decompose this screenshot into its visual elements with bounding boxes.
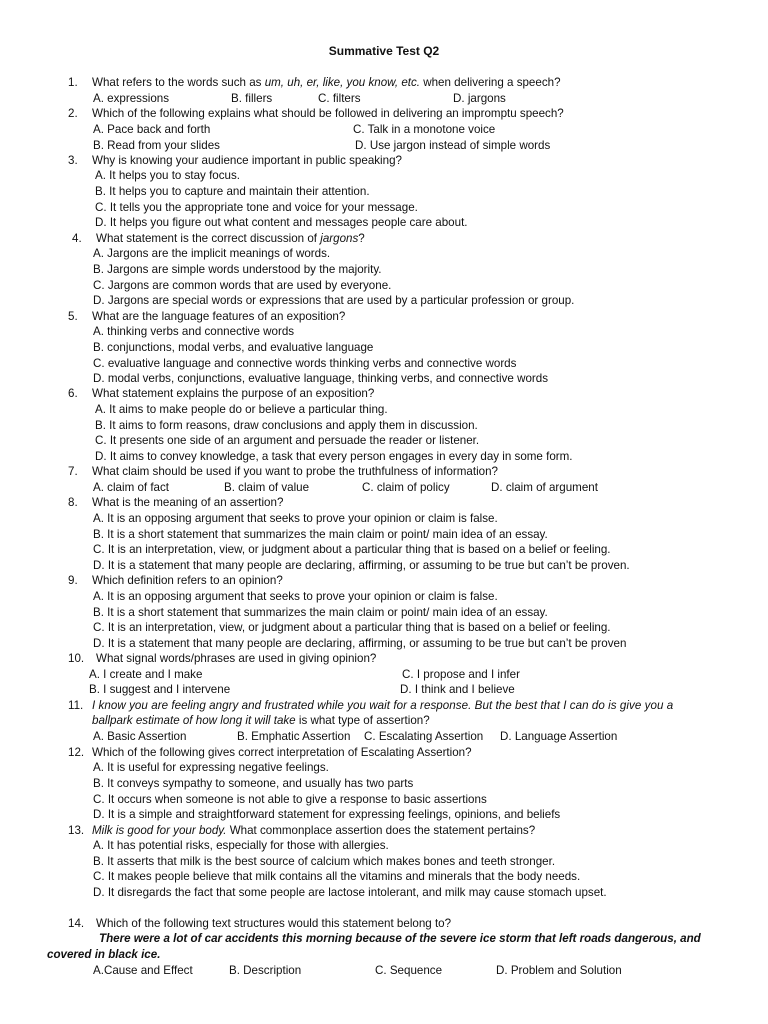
question-text: What statement is the correct discussion of jargons? [96,232,365,245]
option-d: D. It aims to convey knowledge, a task that every person engages in every day in some form. [95,450,573,463]
option-b: B. I suggest and I intervene [89,683,231,696]
question-text: Milk is good for your body. What commonplace assertion does the statement pertains? [92,824,536,837]
option-a: A. thinking verbs and connective words [93,325,295,338]
question-number: 1. [68,76,78,89]
question-text: What are the language features of an exposition? [92,310,346,323]
option-a: A. expressions [93,92,170,105]
option-a: A. Basic Assertion [93,730,187,743]
question-number: 12. [68,746,85,759]
question-number: 4. [72,232,82,245]
question-number: 3. [68,154,78,167]
option-b: B. conjunctions, modal verbs, and evaluative language [93,341,374,354]
option-c: C. Sequence [375,964,443,977]
question-number: 6. [68,387,78,400]
option-a: A. It has potential risks, especially for those with allergies. [93,839,389,852]
question-number: 5. [68,310,78,323]
option-c: C. It tells you the appropriate tone and voice for your message. [95,201,418,214]
option-a: A. Jargons are the implicit meanings of words. [93,247,331,260]
option-d: D. claim of argument [491,481,598,494]
option-b: B. It aims to form reasons, draw conclusions and apply them in discussion. [95,419,478,432]
question-text: What refers to the words such as um, uh, er, like, you know, etc. when delivering a speech? [92,76,561,89]
option-c: C. It occurs when someone is not able to give a response to basic assertions [93,793,487,806]
statement-text-continued: covered in black ice. [47,948,161,961]
option-d: D. It disregards the fact that some people are lactose intolerant, and milk may cause stomach upset. [93,886,607,899]
option-b: B. It asserts that milk is the best source of calcium which makes bones and teeth stronger. [93,855,556,868]
question-text-continued: ballpark estimate of how long it will take is what type of assertion? [92,714,430,727]
option-d: D. Use jargon instead of simple words [355,139,551,152]
question-number: 14. [68,917,85,930]
option-c: C. I propose and I infer [402,668,520,681]
option-b: B. It helps you to capture and maintain their attention. [95,185,370,198]
option-c: C. claim of policy [362,481,450,494]
option-b: B. It is a short statement that summarizes the main claim or point/ main idea of an essay. [93,528,548,541]
question-number: 8. [68,496,78,509]
question-text: What claim should be used if you want to probe the truthfulness of information? [92,465,499,478]
option-d: D. modal verbs, conjunctions, evaluative language, thinking verbs, and connective words [93,372,548,385]
question-text: Which of the following explains what should be followed in delivering an impromptu speech? [92,107,564,120]
option-b: B. fillers [231,92,273,105]
option-a: A. It helps you to stay focus. [95,169,240,182]
question-number: 11. [68,699,84,712]
question-text: What is the meaning of an assertion? [92,496,284,509]
option-d: D. It helps you figure out what content and messages people care about. [95,216,468,229]
question-number: 9. [68,574,78,587]
question-text: What signal words/phrases are used in giving opinion? [96,652,377,665]
question-text: Which of the following gives correct interpretation of Escalating Assertion? [92,746,472,759]
option-d: D. It is a simple and straightforward statement for expressing feelings, opinions, and beliefs [93,808,561,821]
question-number: 13. [68,824,85,837]
statement-text: There were a lot of car accidents this morning because of the severe ice storm that left roads dangerous, and [99,932,701,945]
option-a: A. It is an opposing argument that seeks to prove your opinion or claim is false. [93,590,498,603]
question-text: I know you are feeling angry and frustrated while you wait for a response. But the best that I can do is give you a [92,699,674,712]
option-b: B. Emphatic Assertion [237,730,351,743]
option-c: C. filters [318,92,361,105]
option-a: A. It is an opposing argument that seeks to prove your opinion or claim is false. [93,512,498,525]
option-b: B. Description [229,964,302,977]
option-c: C. Escalating Assertion [364,730,484,743]
option-c: C. Talk in a monotone voice [353,123,496,136]
option-a: A.Cause and Effect [93,964,193,977]
question-text: Which of the following text structures would this statement belong to? [96,917,452,930]
question-number: 7. [68,465,78,478]
option-d: D. Jargons are special words or expressions that are used by a particular profession or group. [93,294,575,307]
option-d: D. It is a statement that many people are declaring, affirming, or assuming to be true but can’t be proven [93,637,627,650]
question-text: Why is knowing your audience important in public speaking? [92,154,402,167]
option-c: C. evaluative language and connective words thinking verbs and connective words [93,357,517,370]
page-title: Summative Test Q2 [328,44,440,58]
question-number: 2. [68,107,78,120]
option-c: C. It is an interpretation, view, or judgment about a particular thing that is based on a belief or feeling. [93,543,611,556]
option-a: A. It is useful for expressing negative feelings. [93,761,329,774]
option-d: D. jargons [453,92,506,105]
option-d: D. It is a statement that many people are declaring, affirming, or assuming to be true but can’t be proven. [93,559,630,572]
option-b: B. It is a short statement that summarizes the main claim or point/ main idea of an essay. [93,606,548,619]
option-a: A. I create and I make [89,668,203,681]
option-b: B. claim of value [224,481,310,494]
option-b: B. Read from your slides [93,139,220,152]
question-text: Which definition refers to an opinion? [92,574,283,587]
option-a: A. Pace back and forth [93,123,211,136]
option-a: A. claim of fact [93,481,170,494]
option-a: A. It aims to make people do or believe a particular thing. [95,403,388,416]
option-b: B. Jargons are simple words understood by the majority. [93,263,382,276]
option-d: D. Language Assertion [500,730,618,743]
question-text: What statement explains the purpose of an exposition? [92,387,375,400]
option-d: D. Problem and Solution [496,964,622,977]
option-c: C. It makes people believe that milk contains all the vitamins and minerals that the body needs. [93,870,581,883]
option-c: C. It presents one side of an argument and persuade the reader or listener. [95,434,480,447]
question-number: 10. [68,652,85,665]
option-d: D. I think and I believe [400,683,515,696]
option-b: B. It conveys sympathy to someone, and usually has two parts [93,777,414,790]
option-c: C. Jargons are common words that are used by everyone. [93,279,392,292]
option-c: C. It is an interpretation, view, or judgment about a particular thing that is based on a belief or feeling. [93,621,611,634]
